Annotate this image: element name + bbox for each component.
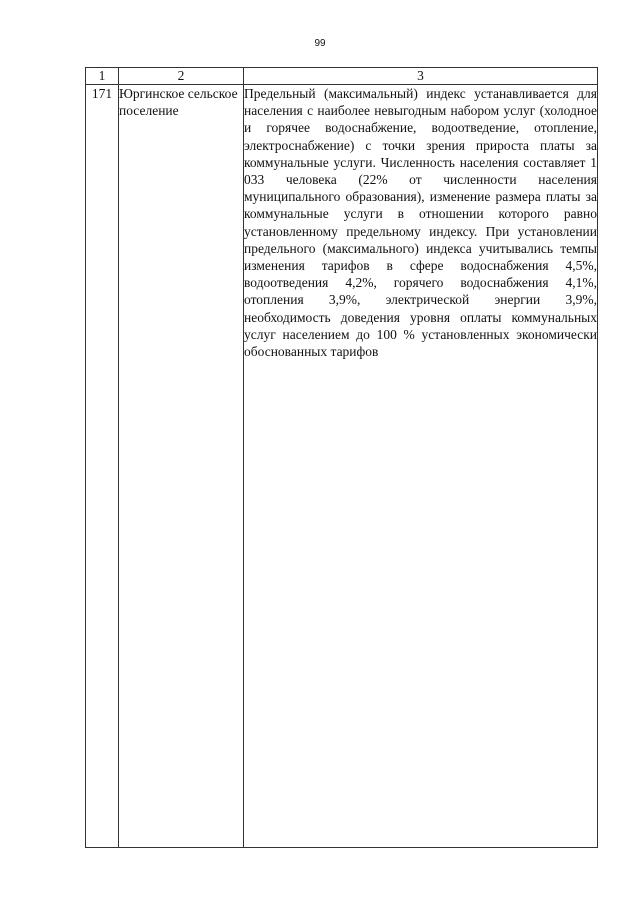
page-number: 99: [314, 38, 326, 49]
tariff-table: [85, 67, 598, 848]
index-description: Предельный (максимальный) индекс устанавливается для населения с наиболее невыгодным набором услуг (холодное и горячее водоснабжение, водоотведение, отопление, электроснабжение) с точки зрения прироста платы за коммунальные услуги. Численность населения составляет 1 033 человека (22% от численности населения муниципального образования), изменение размера платы за коммунальные услуги в отношении которого равно установленному предельному индексу. При установлении предельного (максимального) индекса учитывались темпы изменения тарифов в сфере водоснабжения 4,5%, водоотведения 4,2%, горячего водоснабжения 4,1%, отопления 3,9%, электрической энергии 3,9%, необходимость доведения уровня оплаты коммунальных услуг населением до 100 % установленных экономически обоснованных тарифов: [244, 85, 598, 848]
row-number: 171: [86, 85, 119, 848]
column-header-3: 3: [244, 68, 598, 85]
column-header-1: 1: [86, 68, 119, 85]
table-header-row: [86, 68, 598, 85]
settlement-name: Юргинское сельское поселение: [119, 85, 244, 848]
table-row: [86, 85, 598, 848]
column-header-2: 2: [119, 68, 244, 85]
